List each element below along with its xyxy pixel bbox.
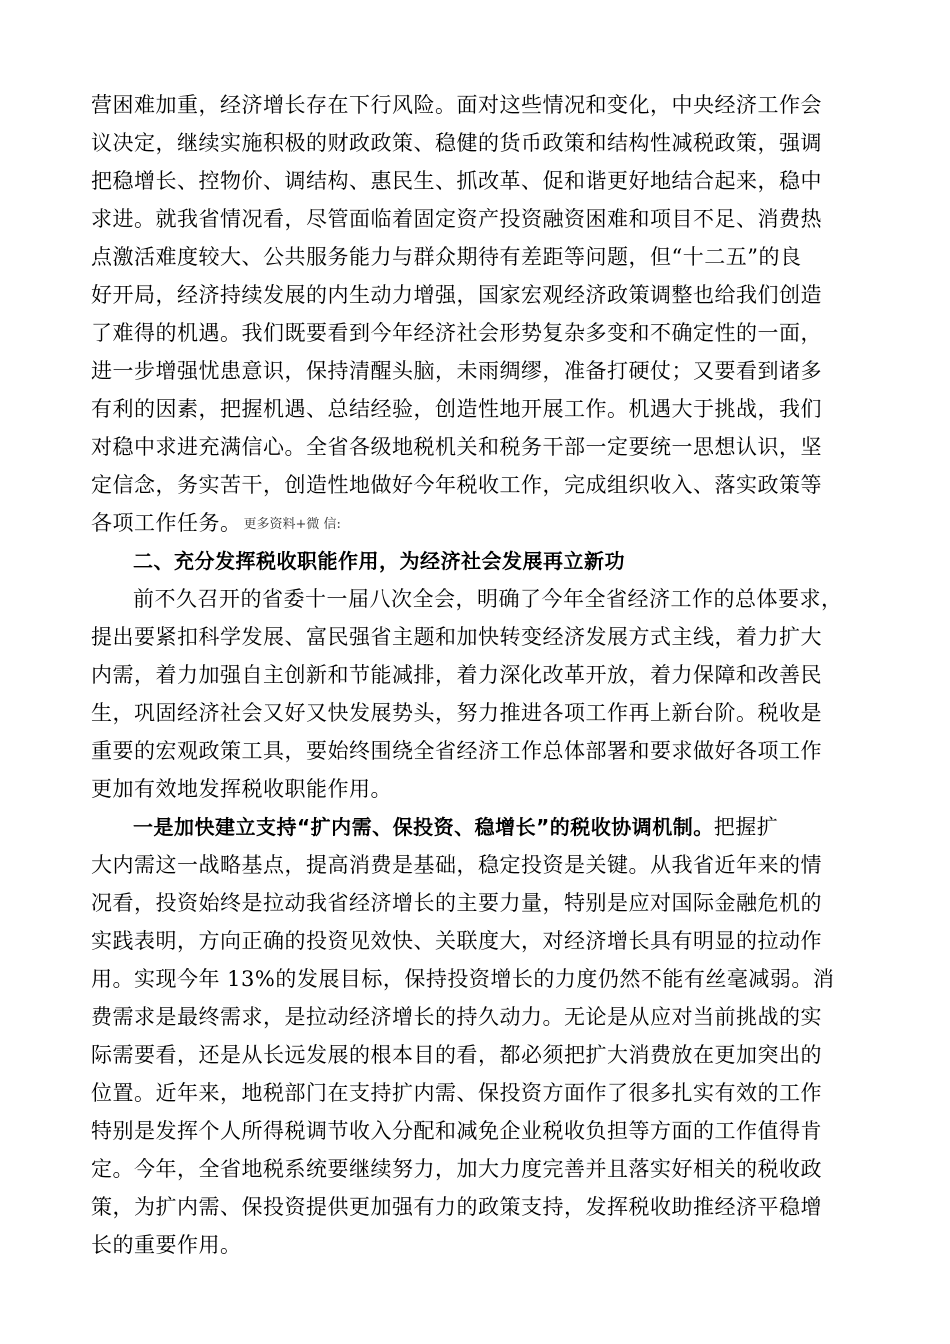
paragraph1-line: 点激活难度较大、公共服务能力与群众期待有差距等问题，但“十二五”的良 [91,245,802,269]
paragraph3-text: 把握扩 [713,815,779,839]
paragraph3-line: 位置。近年来，地税部门在支持扩内需、保投资方面作了很多扎实有效的工作 [91,1081,822,1105]
paragraph1-text: 各项工作任务。 [91,511,242,535]
paragraph1-line: 营困难加重，经济增长存在下行风险。面对这些情况和变化，中央经济工作会 [91,93,822,117]
paragraph3-line: 定。今年，全省地税系统要继续努力，加大力度完善并且落实好相关的税收政 [91,1157,822,1181]
paragraph1-last-line [91,508,341,538]
paragraph3-line: 长的重要作用。 [91,1233,242,1257]
paragraph1-line: 对稳中求进充满信心。全省各级地税机关和税务干部一定要统一思想认识，坚 [91,435,822,459]
paragraph2-line: 更加有效地发挥税收职能作用。 [91,777,392,801]
paragraph3-line: 实践表明，方向正确的投资见效快、关联度大，对经济增长具有明显的拉动作 [91,929,822,953]
paragraph1-line: 定信念，务实苦干，创造性地做好今年税收工作，完成组织收入、落实政策等 [91,473,822,497]
paragraph1-line: 好开局，经济持续发展的内生动力增强，国家宏观经济政策调整也给我们创造 [91,283,822,307]
paragraph3-bold-lead: 一是加快建立支持“扩内需、保投资、稳增长”的税收协调机制。 [133,815,714,839]
paragraph3-line: 大内需这一战略基点，提高消费是基础，稳定投资是关键。从我省近年来的情 [91,853,822,877]
paragraph3-line: 费需求是最终需求，是拉动经济增长的持久动力。无论是从应对当前挑战的实 [91,1005,822,1029]
paragraph3-line: 际需要看，还是从长远发展的根本目的看，都必须把扩大消费放在更加突出的 [91,1043,822,1067]
paragraph2-line: 内需，着力加强自主创新和节能减排，着力深化改革开放，着力保障和改善民 [91,663,822,687]
paragraph2-line: 前不久召开的省委十一届八次全会，明确了今年全省经济工作的总体要求， [133,587,843,611]
paragraph1-line: 把稳增长、控物价、调结构、惠民生、抓改革、促和谐更好地结合起来，稳中 [91,169,822,193]
paragraph3-line: 况看，投资始终是拉动我省经济增长的主要力量，特别是应对国际金融危机的 [91,891,822,915]
paragraph2-line: 重要的宏观政策工具，要始终围绕全省经济工作总体部署和要求做好各项工作 [91,739,822,763]
paragraph1-line: 了难得的机遇。我们既要看到今年经济社会形势复杂多变和不确定性的一面， [91,321,822,345]
paragraph2-line: 提出要紧扣科学发展、富民强省主题和加快转变经济发展方式主线，着力扩大 [91,625,822,649]
paragraph2-line: 生，巩固经济社会又好又快发展势头，努力推进各项工作再上新台阶。税收是 [91,701,822,725]
section-heading: 二、充分发挥税收职能作用，为经济社会发展再立新功 [133,549,625,573]
paragraph3-line: 策，为扩内需、保投资提供更加强有力的政策支持，发挥税收助推经济平稳增 [91,1195,822,1219]
paragraph1-line: 议决定，继续实施积极的财政政策、稳健的货币政策和结构性减税政策，强调 [91,131,822,155]
paragraph1-line: 求进。就我省情况看，尽管面临着固定资产投资融资困难和项目不足、消费热 [91,207,822,231]
paragraph3-line: 特别是发挥个人所得税调节收入分配和减免企业税收负担等方面的工作值得肯 [91,1119,822,1143]
paragraph1-line: 进一步增强忧患意识，保持清醒头脑，未雨绸缪，准备打硬仗；又要看到诸多 [91,359,822,383]
paragraph3-line: 用。实现今年 13%的发展目标，保持投资增长的力度仍然不能有丝毫减弱。消 [91,967,835,991]
watermark-text: 更多资料+微 信: [243,516,341,532]
paragraph3-first-line [133,812,778,842]
paragraph1-line: 有利的因素，把握机遇、总结经验，创造性地开展工作。机遇大于挑战，我们 [91,397,822,421]
